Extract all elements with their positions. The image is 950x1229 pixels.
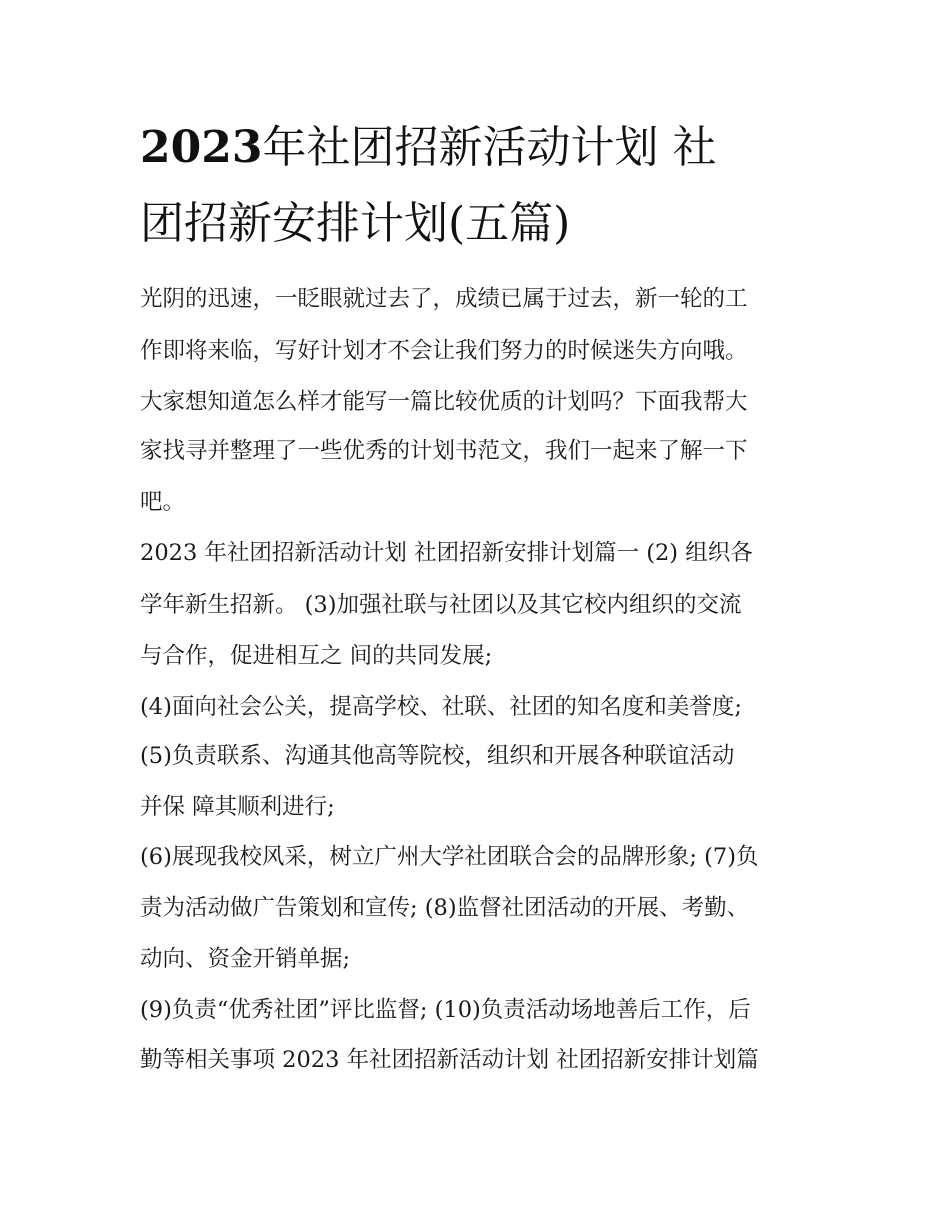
title-text-1: 年社团招新活动计划 社 bbox=[262, 122, 717, 173]
paragraph-line: 家找寻并整理了一些优秀的计划书范文，我们一起来了解一下 bbox=[140, 438, 748, 464]
paragraph-line: 光阴的迅速，一眨眼就过去了，成绩已属于过去，新一轮的工 bbox=[140, 286, 748, 312]
paragraph-line: 学年新生招新。 (3)加强社联与社团以及其它校内组织的交流 bbox=[140, 592, 742, 618]
paragraph-line: 动向、资金开销单据; bbox=[140, 946, 351, 972]
paragraph-line: (5)负责联系、沟通其他高等院校，组织和开展各种联谊活动 bbox=[140, 743, 735, 769]
paragraph-line: 吧。 bbox=[140, 489, 186, 515]
paragraph-line: 大家想知道怎么样才能写一篇比较优质的计划吗？下面我帮大 bbox=[140, 389, 748, 415]
paragraph-line: 作即将来临，写好计划才不会让我们努力的时候迷失方向哦。 bbox=[140, 338, 748, 364]
title-year: 2023 bbox=[140, 122, 263, 173]
paragraph-line: (6)展现我校风采，树立广州大学社团联合会的品牌形象; (7)负 bbox=[140, 844, 759, 870]
paragraph-line: 责为活动做广告策划和宣传; (8)监督社团活动的开展、考勤、 bbox=[140, 895, 750, 921]
document-title-line-1 bbox=[140, 122, 717, 173]
paragraph-line: 勤等相关事项 2023 年社团招新活动计划 社团招新安排计划篇 bbox=[140, 1047, 759, 1073]
document-title-line-2: 团招新安排计划(五篇) bbox=[140, 198, 571, 249]
paragraph-line: 并保 障其顺利进行; bbox=[140, 794, 335, 820]
paragraph-line: (9)负责“优秀社团”评比监督; (10)负责活动场地善后工作，后 bbox=[140, 997, 751, 1023]
paragraph-line: 与合作，促进相互之 间的共同发展; bbox=[140, 643, 493, 669]
paragraph-line: 2023 年社团招新活动计划 社团招新安排计划篇一 (2) 组织各 bbox=[140, 540, 753, 566]
paragraph-line: (4)面向社会公关，提高学校、社联、社团的知名度和美誉度; bbox=[140, 694, 742, 720]
